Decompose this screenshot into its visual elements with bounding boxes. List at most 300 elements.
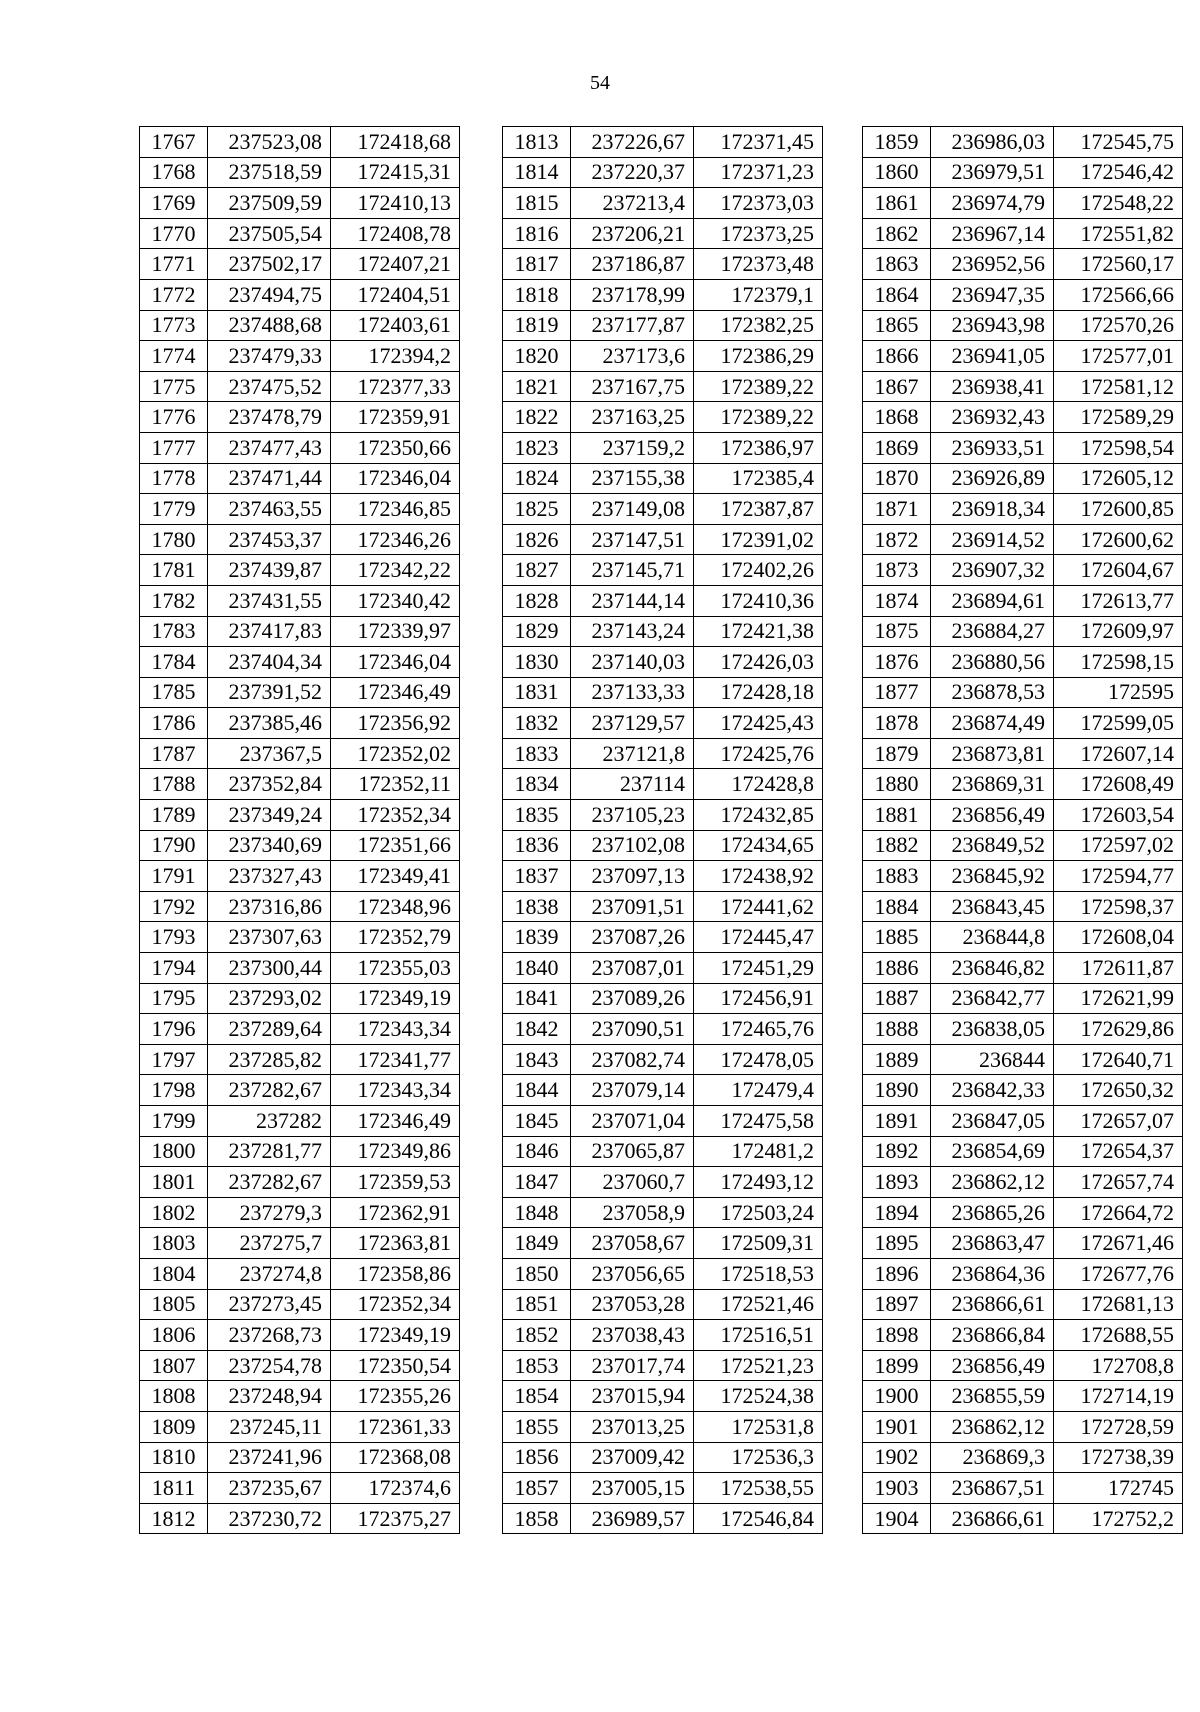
point-number-cell: 1902 — [863, 1442, 931, 1473]
table-row — [503, 1228, 823, 1259]
point-number-cell: 1892 — [863, 1136, 931, 1167]
y-coordinate-cell: 172728,59 — [1054, 1411, 1183, 1442]
x-coordinate-cell: 237279,3 — [208, 1197, 331, 1228]
point-number-cell: 1815 — [503, 188, 571, 219]
table-row — [140, 1106, 460, 1137]
point-number-cell: 1824 — [503, 463, 571, 494]
y-coordinate-cell: 172389,22 — [694, 371, 823, 402]
table-row — [863, 1197, 1183, 1228]
y-coordinate-cell: 172425,76 — [694, 738, 823, 769]
y-coordinate-cell: 172342,22 — [331, 555, 460, 586]
point-number-cell: 1807 — [140, 1350, 208, 1381]
table-row — [503, 555, 823, 586]
x-coordinate-cell: 236842,33 — [931, 1075, 1054, 1106]
y-coordinate-cell: 172421,38 — [694, 616, 823, 647]
y-coordinate-cell: 172613,77 — [1054, 585, 1183, 616]
point-number-cell: 1885 — [863, 922, 931, 953]
y-coordinate-cell: 172603,54 — [1054, 800, 1183, 831]
x-coordinate-cell: 236869,3 — [931, 1442, 1054, 1473]
point-number-cell: 1810 — [140, 1442, 208, 1473]
point-number-cell: 1890 — [863, 1075, 931, 1106]
y-coordinate-cell: 172551,82 — [1054, 218, 1183, 249]
table-row — [503, 677, 823, 708]
point-number-cell: 1834 — [503, 769, 571, 800]
point-number-cell: 1841 — [503, 983, 571, 1014]
y-coordinate-cell: 172415,31 — [331, 157, 460, 188]
y-coordinate-cell: 172349,19 — [331, 983, 460, 1014]
table-row — [863, 1473, 1183, 1504]
x-coordinate-cell: 237159,2 — [571, 432, 694, 463]
x-coordinate-cell: 237300,44 — [208, 953, 331, 984]
table-row — [140, 647, 460, 678]
point-number-cell: 1768 — [140, 157, 208, 188]
x-coordinate-cell: 237226,67 — [571, 127, 694, 158]
y-coordinate-cell: 172352,34 — [331, 800, 460, 831]
x-coordinate-cell: 237015,94 — [571, 1381, 694, 1412]
x-coordinate-cell: 236856,49 — [931, 1350, 1054, 1381]
y-coordinate-cell: 172481,2 — [694, 1136, 823, 1167]
x-coordinate-cell: 237478,79 — [208, 402, 331, 433]
y-coordinate-cell: 172343,34 — [331, 1014, 460, 1045]
y-coordinate-cell: 172374,6 — [331, 1473, 460, 1504]
table-row — [863, 279, 1183, 310]
y-coordinate-cell: 172359,91 — [331, 402, 460, 433]
y-coordinate-cell: 172600,85 — [1054, 494, 1183, 525]
y-coordinate-cell: 172371,45 — [694, 127, 823, 158]
x-coordinate-cell: 236989,57 — [571, 1503, 694, 1534]
y-coordinate-cell: 172445,47 — [694, 922, 823, 953]
y-coordinate-cell: 172349,86 — [331, 1136, 460, 1167]
table-row — [503, 830, 823, 861]
table-row — [863, 830, 1183, 861]
table-row — [140, 769, 460, 800]
y-coordinate-cell: 172361,33 — [331, 1411, 460, 1442]
y-coordinate-cell: 172349,19 — [331, 1320, 460, 1351]
x-coordinate-cell: 237281,77 — [208, 1136, 331, 1167]
x-coordinate-cell: 237275,7 — [208, 1228, 331, 1259]
x-coordinate-cell: 237082,74 — [571, 1044, 694, 1075]
point-number-cell: 1830 — [503, 647, 571, 678]
x-coordinate-cell: 237089,26 — [571, 983, 694, 1014]
x-coordinate-cell: 236842,77 — [931, 983, 1054, 1014]
point-number-cell: 1870 — [863, 463, 931, 494]
point-number-cell: 1904 — [863, 1503, 931, 1534]
point-number-cell: 1886 — [863, 953, 931, 984]
table-row — [503, 463, 823, 494]
x-coordinate-cell: 237173,6 — [571, 341, 694, 372]
point-number-cell: 1893 — [863, 1167, 931, 1198]
x-coordinate-cell: 236846,82 — [931, 953, 1054, 984]
x-coordinate-cell: 236874,49 — [931, 708, 1054, 739]
x-coordinate-cell: 236864,36 — [931, 1258, 1054, 1289]
point-number-cell: 1803 — [140, 1228, 208, 1259]
x-coordinate-cell: 237133,33 — [571, 677, 694, 708]
x-coordinate-cell: 237121,8 — [571, 738, 694, 769]
point-number-cell: 1798 — [140, 1075, 208, 1106]
x-coordinate-cell: 236914,52 — [931, 524, 1054, 555]
point-number-cell: 1786 — [140, 708, 208, 739]
table-row — [863, 983, 1183, 1014]
table-row — [140, 1442, 460, 1473]
point-number-cell: 1782 — [140, 585, 208, 616]
y-coordinate-cell: 172752,2 — [1054, 1503, 1183, 1534]
y-coordinate-cell: 172403,61 — [331, 310, 460, 341]
y-coordinate-cell: 172608,49 — [1054, 769, 1183, 800]
point-number-cell: 1811 — [140, 1473, 208, 1504]
x-coordinate-cell: 237177,87 — [571, 310, 694, 341]
table-row — [503, 708, 823, 739]
table-row — [503, 188, 823, 219]
y-coordinate-cell: 172428,18 — [694, 677, 823, 708]
table-row — [863, 1014, 1183, 1045]
table-row — [140, 1258, 460, 1289]
table-row — [503, 524, 823, 555]
table-row — [503, 891, 823, 922]
x-coordinate-cell: 236918,34 — [931, 494, 1054, 525]
table-row — [503, 432, 823, 463]
point-number-cell: 1856 — [503, 1442, 571, 1473]
x-coordinate-cell: 236845,92 — [931, 861, 1054, 892]
point-number-cell: 1873 — [863, 555, 931, 586]
point-number-cell: 1891 — [863, 1106, 931, 1137]
point-number-cell: 1883 — [863, 861, 931, 892]
table-row — [863, 1350, 1183, 1381]
table-row — [140, 157, 460, 188]
y-coordinate-cell: 172352,02 — [331, 738, 460, 769]
point-number-cell: 1863 — [863, 249, 931, 280]
table-row — [503, 494, 823, 525]
y-coordinate-cell: 172738,39 — [1054, 1442, 1183, 1473]
table-row — [863, 1228, 1183, 1259]
x-coordinate-cell: 236938,41 — [931, 371, 1054, 402]
table-row — [503, 1197, 823, 1228]
x-coordinate-cell: 237090,51 — [571, 1014, 694, 1045]
table-row — [863, 157, 1183, 188]
y-coordinate-cell: 172521,46 — [694, 1289, 823, 1320]
x-coordinate-cell: 237058,9 — [571, 1197, 694, 1228]
x-coordinate-cell: 237087,01 — [571, 953, 694, 984]
point-number-cell: 1872 — [863, 524, 931, 555]
y-coordinate-cell: 172594,77 — [1054, 861, 1183, 892]
y-coordinate-cell: 172524,38 — [694, 1381, 823, 1412]
y-coordinate-cell: 172350,54 — [331, 1350, 460, 1381]
point-number-cell: 1818 — [503, 279, 571, 310]
table-row — [863, 647, 1183, 678]
y-coordinate-cell: 172363,81 — [331, 1228, 460, 1259]
x-coordinate-cell: 237518,59 — [208, 157, 331, 188]
y-coordinate-cell: 172389,22 — [694, 402, 823, 433]
point-number-cell: 1898 — [863, 1320, 931, 1351]
x-coordinate-cell: 237349,24 — [208, 800, 331, 831]
point-number-cell: 1875 — [863, 616, 931, 647]
table-row — [503, 341, 823, 372]
table-row — [140, 1014, 460, 1045]
x-coordinate-cell: 236943,98 — [931, 310, 1054, 341]
table-row — [863, 249, 1183, 280]
table-row — [863, 953, 1183, 984]
x-coordinate-cell: 237439,87 — [208, 555, 331, 586]
point-number-cell: 1787 — [140, 738, 208, 769]
point-number-cell: 1774 — [140, 341, 208, 372]
y-coordinate-cell: 172604,67 — [1054, 555, 1183, 586]
x-coordinate-cell: 236986,03 — [931, 127, 1054, 158]
table-row — [140, 1228, 460, 1259]
table-row — [863, 494, 1183, 525]
table-row — [140, 402, 460, 433]
point-number-cell: 1828 — [503, 585, 571, 616]
table-row — [140, 800, 460, 831]
y-coordinate-cell: 172664,72 — [1054, 1197, 1183, 1228]
y-coordinate-cell: 172546,84 — [694, 1503, 823, 1534]
table-row — [140, 861, 460, 892]
point-number-cell: 1817 — [503, 249, 571, 280]
point-number-cell: 1776 — [140, 402, 208, 433]
x-coordinate-cell: 237144,14 — [571, 585, 694, 616]
point-number-cell: 1793 — [140, 922, 208, 953]
point-number-cell: 1836 — [503, 830, 571, 861]
point-number-cell: 1900 — [863, 1381, 931, 1412]
x-coordinate-cell: 237155,38 — [571, 463, 694, 494]
y-coordinate-cell: 172475,58 — [694, 1106, 823, 1137]
x-coordinate-cell: 236873,81 — [931, 738, 1054, 769]
point-number-cell: 1779 — [140, 494, 208, 525]
x-coordinate-cell: 237431,55 — [208, 585, 331, 616]
table-row — [863, 1106, 1183, 1137]
table-row — [863, 585, 1183, 616]
point-number-cell: 1896 — [863, 1258, 931, 1289]
x-coordinate-cell: 237053,28 — [571, 1289, 694, 1320]
x-coordinate-cell: 237060,7 — [571, 1167, 694, 1198]
x-coordinate-cell: 237254,78 — [208, 1350, 331, 1381]
table-row — [503, 769, 823, 800]
point-number-cell: 1882 — [863, 830, 931, 861]
table-row — [140, 708, 460, 739]
point-number-cell: 1767 — [140, 127, 208, 158]
table-row — [503, 127, 823, 158]
y-coordinate-cell: 172599,05 — [1054, 708, 1183, 739]
y-coordinate-cell: 172677,76 — [1054, 1258, 1183, 1289]
point-number-cell: 1899 — [863, 1350, 931, 1381]
y-coordinate-cell: 172589,29 — [1054, 402, 1183, 433]
x-coordinate-cell: 237163,25 — [571, 402, 694, 433]
table-row — [863, 1289, 1183, 1320]
x-coordinate-cell: 237013,25 — [571, 1411, 694, 1442]
y-coordinate-cell: 172478,05 — [694, 1044, 823, 1075]
point-number-cell: 1822 — [503, 402, 571, 433]
y-coordinate-cell: 172581,12 — [1054, 371, 1183, 402]
x-coordinate-cell: 237289,64 — [208, 1014, 331, 1045]
table-row — [140, 830, 460, 861]
point-number-cell: 1837 — [503, 861, 571, 892]
point-number-cell: 1845 — [503, 1106, 571, 1137]
point-number-cell: 1889 — [863, 1044, 931, 1075]
table-row — [140, 555, 460, 586]
y-coordinate-cell: 172438,92 — [694, 861, 823, 892]
point-number-cell: 1866 — [863, 341, 931, 372]
table-row — [503, 1167, 823, 1198]
y-coordinate-cell: 172688,55 — [1054, 1320, 1183, 1351]
table-row — [140, 127, 460, 158]
y-coordinate-cell: 172346,04 — [331, 647, 460, 678]
coordinate-table-2 — [502, 126, 823, 1534]
point-number-cell: 1869 — [863, 432, 931, 463]
y-coordinate-cell: 172509,31 — [694, 1228, 823, 1259]
point-number-cell: 1876 — [863, 647, 931, 678]
y-coordinate-cell: 172654,37 — [1054, 1136, 1183, 1167]
y-coordinate-cell: 172346,26 — [331, 524, 460, 555]
point-number-cell: 1871 — [863, 494, 931, 525]
y-coordinate-cell: 172379,1 — [694, 279, 823, 310]
y-coordinate-cell: 172600,62 — [1054, 524, 1183, 555]
table-row — [863, 188, 1183, 219]
y-coordinate-cell: 172681,13 — [1054, 1289, 1183, 1320]
point-number-cell: 1790 — [140, 830, 208, 861]
x-coordinate-cell: 237079,14 — [571, 1075, 694, 1106]
point-number-cell: 1852 — [503, 1320, 571, 1351]
x-coordinate-cell: 236862,12 — [931, 1411, 1054, 1442]
x-coordinate-cell: 237268,73 — [208, 1320, 331, 1351]
table-row — [140, 1197, 460, 1228]
x-coordinate-cell: 237129,57 — [571, 708, 694, 739]
y-coordinate-cell: 172346,85 — [331, 494, 460, 525]
x-coordinate-cell: 237230,72 — [208, 1503, 331, 1534]
point-number-cell: 1848 — [503, 1197, 571, 1228]
table-row — [140, 1167, 460, 1198]
table-row — [140, 1136, 460, 1167]
y-coordinate-cell: 172382,25 — [694, 310, 823, 341]
table-row — [863, 463, 1183, 494]
y-coordinate-cell: 172408,78 — [331, 218, 460, 249]
y-coordinate-cell: 172410,36 — [694, 585, 823, 616]
y-coordinate-cell: 172371,23 — [694, 157, 823, 188]
table-row — [503, 1473, 823, 1504]
y-coordinate-cell: 172609,97 — [1054, 616, 1183, 647]
table-row — [863, 310, 1183, 341]
table-row — [863, 524, 1183, 555]
table-row — [863, 1503, 1183, 1534]
x-coordinate-cell: 237404,34 — [208, 647, 331, 678]
x-coordinate-cell: 236866,61 — [931, 1289, 1054, 1320]
y-coordinate-cell: 172605,12 — [1054, 463, 1183, 494]
table-row — [503, 1442, 823, 1473]
x-coordinate-cell: 237307,63 — [208, 922, 331, 953]
table-row — [503, 402, 823, 433]
point-number-cell: 1800 — [140, 1136, 208, 1167]
y-coordinate-cell: 172611,87 — [1054, 953, 1183, 984]
table-row — [503, 1014, 823, 1045]
x-coordinate-cell: 237340,69 — [208, 830, 331, 861]
y-coordinate-cell: 172375,27 — [331, 1503, 460, 1534]
y-coordinate-cell: 172340,42 — [331, 585, 460, 616]
point-number-cell: 1855 — [503, 1411, 571, 1442]
x-coordinate-cell: 236941,05 — [931, 341, 1054, 372]
y-coordinate-cell: 172516,51 — [694, 1320, 823, 1351]
table-row — [140, 341, 460, 372]
x-coordinate-cell: 237245,11 — [208, 1411, 331, 1442]
table-row — [140, 1289, 460, 1320]
y-coordinate-cell: 172349,41 — [331, 861, 460, 892]
table-row — [863, 1136, 1183, 1167]
table-row — [863, 1167, 1183, 1198]
y-coordinate-cell: 172456,91 — [694, 983, 823, 1014]
point-number-cell: 1844 — [503, 1075, 571, 1106]
y-coordinate-cell: 172657,07 — [1054, 1106, 1183, 1137]
point-number-cell: 1842 — [503, 1014, 571, 1045]
table-row — [140, 463, 460, 494]
x-coordinate-cell: 236907,32 — [931, 555, 1054, 586]
table-row — [503, 1136, 823, 1167]
x-coordinate-cell: 237186,87 — [571, 249, 694, 280]
y-coordinate-cell: 172341,77 — [331, 1044, 460, 1075]
x-coordinate-cell: 237417,83 — [208, 616, 331, 647]
y-coordinate-cell: 172745 — [1054, 1473, 1183, 1504]
point-number-cell: 1826 — [503, 524, 571, 555]
table-row — [863, 1075, 1183, 1106]
x-coordinate-cell: 237274,8 — [208, 1258, 331, 1289]
x-coordinate-cell: 236844,8 — [931, 922, 1054, 953]
table-row — [140, 1320, 460, 1351]
x-coordinate-cell: 236855,59 — [931, 1381, 1054, 1412]
table-row — [140, 953, 460, 984]
table-row — [863, 616, 1183, 647]
y-coordinate-cell: 172531,8 — [694, 1411, 823, 1442]
table-row — [140, 891, 460, 922]
table-row — [140, 738, 460, 769]
x-coordinate-cell: 236926,89 — [931, 463, 1054, 494]
table-row — [140, 1503, 460, 1534]
x-coordinate-cell: 236838,05 — [931, 1014, 1054, 1045]
point-number-cell: 1874 — [863, 585, 931, 616]
x-coordinate-cell: 236880,56 — [931, 647, 1054, 678]
y-coordinate-cell: 172356,92 — [331, 708, 460, 739]
x-coordinate-cell: 237475,52 — [208, 371, 331, 402]
point-number-cell: 1853 — [503, 1350, 571, 1381]
y-coordinate-cell: 172339,97 — [331, 616, 460, 647]
point-number-cell: 1814 — [503, 157, 571, 188]
point-number-cell: 1788 — [140, 769, 208, 800]
table-row — [503, 1044, 823, 1075]
table-row — [503, 1411, 823, 1442]
table-row — [140, 432, 460, 463]
point-number-cell: 1846 — [503, 1136, 571, 1167]
table-row — [863, 1258, 1183, 1289]
point-number-cell: 1897 — [863, 1289, 931, 1320]
point-number-cell: 1796 — [140, 1014, 208, 1045]
x-coordinate-cell: 237327,43 — [208, 861, 331, 892]
x-coordinate-cell: 237149,08 — [571, 494, 694, 525]
table-row — [863, 891, 1183, 922]
point-number-cell: 1895 — [863, 1228, 931, 1259]
table-row — [503, 738, 823, 769]
y-coordinate-cell: 172373,25 — [694, 218, 823, 249]
y-coordinate-cell: 172407,21 — [331, 249, 460, 280]
point-number-cell: 1777 — [140, 432, 208, 463]
y-coordinate-cell: 172657,74 — [1054, 1167, 1183, 1198]
y-coordinate-cell: 172425,43 — [694, 708, 823, 739]
point-number-cell: 1887 — [863, 983, 931, 1014]
point-number-cell: 1847 — [503, 1167, 571, 1198]
y-coordinate-cell: 172577,01 — [1054, 341, 1183, 372]
y-coordinate-cell: 172352,34 — [331, 1289, 460, 1320]
x-coordinate-cell: 237145,71 — [571, 555, 694, 586]
table-row — [140, 1044, 460, 1075]
x-coordinate-cell: 237140,03 — [571, 647, 694, 678]
x-coordinate-cell: 237105,23 — [571, 800, 694, 831]
table-row — [140, 1075, 460, 1106]
y-coordinate-cell: 172426,03 — [694, 647, 823, 678]
y-coordinate-cell: 172546,42 — [1054, 157, 1183, 188]
x-coordinate-cell: 237017,74 — [571, 1350, 694, 1381]
